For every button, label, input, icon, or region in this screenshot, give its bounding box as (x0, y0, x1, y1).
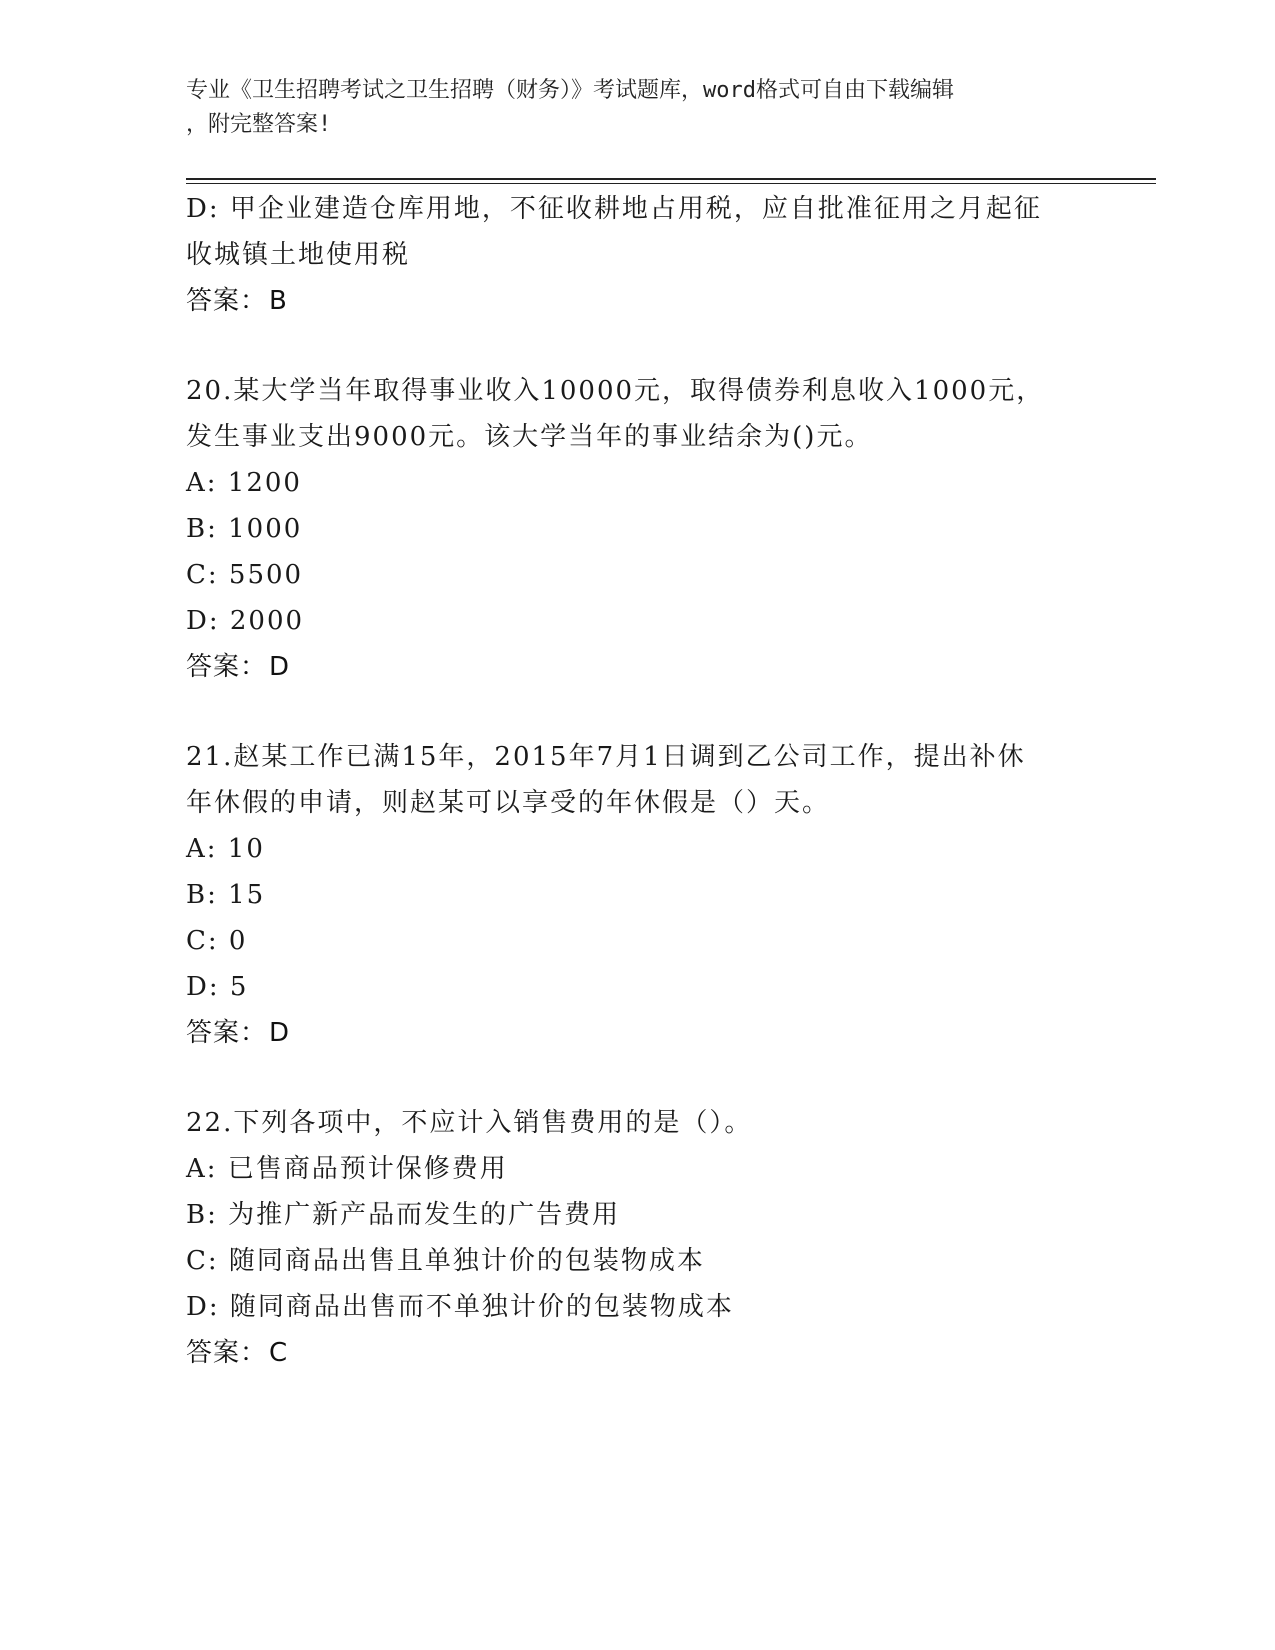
question-21 (186, 734, 1086, 1056)
option-a: A: 1200 (186, 468, 302, 498)
question-stem-line-2: 发生事业支出9000元。该大学当年的事业结余为()元。 (186, 422, 873, 452)
question-20 (186, 368, 1086, 690)
option-d-line-2: 收城镇土地使用税 (186, 240, 411, 270)
answer-value: B (269, 286, 288, 316)
header-title-line-1: 专业《卫生招聘考试之卫生招聘（财务）》考试题库，word格式可自由下载编辑 (186, 78, 954, 103)
option-b: B: 为推广新产品而发生的广告费用 (186, 1200, 621, 1230)
answer-value: D (269, 1018, 291, 1048)
header-rule-thin (186, 183, 1156, 184)
answer-label: 答案： (186, 1018, 268, 1048)
page-header (186, 74, 1066, 142)
question-stem-line-1: 20.某大学当年取得事业收入10000元，取得债券利息收入1000元， (186, 376, 1045, 406)
option-c: C: 5500 (186, 560, 304, 590)
option-b: B: 15 (186, 880, 266, 910)
answer-value: C (269, 1338, 289, 1368)
question-content (186, 186, 1086, 1376)
answer-value: D (269, 652, 291, 682)
option-d-line-1: D: 甲企业建造仓库用地，不征收耕地占用税，应自批准征用之月起征 (186, 194, 1042, 224)
option-d: D: 5 (186, 972, 249, 1002)
option-a: A: 10 (186, 834, 265, 864)
header-rule-thick (186, 178, 1156, 180)
spacer (186, 690, 1086, 734)
question-stem-line-2: 年休假的申请，则赵某可以享受的年休假是（）天。 (186, 788, 831, 818)
option-c: C: 随同商品出售且单独计价的包装物成本 (186, 1246, 705, 1276)
question-22 (186, 1100, 1086, 1376)
option-d: D: 2000 (186, 606, 305, 636)
option-a: A: 已售商品预计保修费用 (186, 1154, 508, 1184)
answer-label: 答案： (186, 286, 268, 316)
answer (186, 644, 1086, 690)
answer (186, 1330, 1086, 1376)
option-b: B: 1000 (186, 514, 303, 544)
header-title-line-2: ，附完整答案! (186, 112, 332, 137)
answer (186, 1010, 1086, 1056)
answer (186, 278, 1086, 324)
question-stem-line-1: 21.赵某工作已满15年，2015年7月1日调到乙公司工作，提出补休 (186, 742, 1026, 772)
answer-label: 答案： (186, 652, 268, 682)
spacer (186, 1056, 1086, 1100)
question-stem-line-1: 22.下列各项中，不应计入销售费用的是（）。 (186, 1108, 753, 1138)
option-c: C: 0 (186, 926, 248, 956)
answer-label: 答案： (186, 1338, 268, 1368)
option-d: D: 随同商品出售而不单独计价的包装物成本 (186, 1292, 734, 1322)
spacer (186, 324, 1086, 368)
previous-question-tail (186, 186, 1086, 324)
